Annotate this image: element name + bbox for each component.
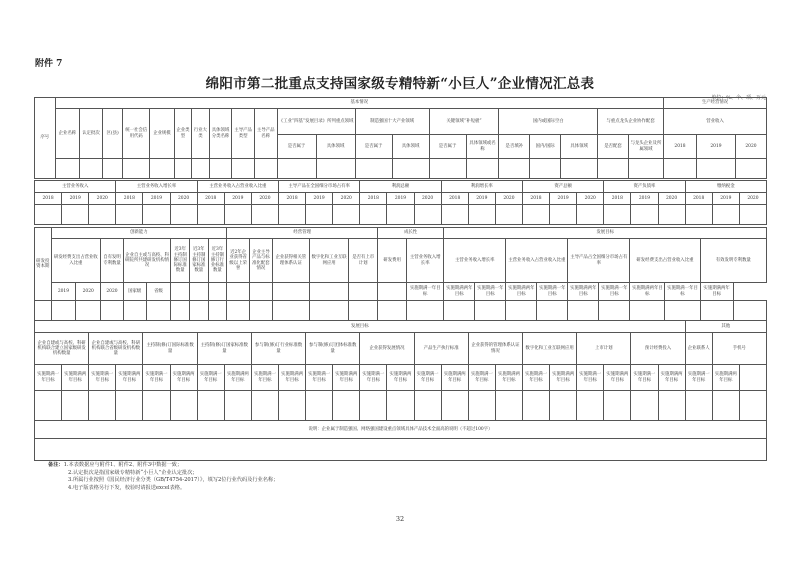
goal-sub: 实施期满一年目标 — [599, 283, 630, 301]
group-header: 主营业务收入增长率 — [116, 181, 197, 193]
goal-sub: 实施期满一年目标 — [685, 365, 712, 391]
management-header: 经营管理 — [227, 228, 378, 239]
blank-cell — [278, 391, 305, 421]
blank-cell — [696, 159, 735, 179]
goal-col-header: 手机号 — [712, 333, 766, 365]
blank-cell — [685, 391, 712, 421]
year-header: 2018 — [522, 193, 549, 205]
blank-cell — [378, 283, 407, 301]
group-header: 利润增长率 — [441, 181, 522, 193]
goal-col-header: 上市计划 — [577, 333, 631, 365]
year-header: 2020 — [577, 193, 604, 205]
blank-cell — [522, 205, 549, 225]
blank-cell — [51, 301, 76, 321]
year-header: 2020 — [735, 135, 766, 159]
goal-sub: 实施期满一年目标 — [143, 365, 170, 391]
page-title: 绵阳市第二批重点支持国家级专精特新“小巨人”企业情况汇总表 — [205, 76, 595, 92]
blank-cell — [35, 391, 62, 421]
blank-cell — [495, 391, 522, 421]
basic-info-table — [34, 97, 767, 179]
year-header: 2018 — [685, 193, 712, 205]
year-header: 2020 — [414, 193, 441, 205]
blank-cell — [712, 391, 739, 421]
col-ipo: 是否有上市计划 — [349, 239, 378, 283]
goal-sub: 实施期满两年目标 — [116, 365, 143, 391]
footnote-line: 3.所属行业按照《国民经济行业分类（GB/T4754-2017）》，填写2位行业代码及行业名称； — [68, 477, 279, 484]
sub-header: 是否属于 — [429, 135, 466, 159]
blank-cell — [102, 159, 123, 179]
col-natl-std: 近3年主持制修订国家标准数量 — [189, 239, 208, 283]
blank-cell — [360, 205, 387, 225]
year-header: 2018 — [278, 193, 305, 205]
blank-cell — [224, 391, 251, 421]
year-header: 2019 — [51, 283, 76, 301]
blank-cell — [414, 391, 441, 421]
blank-cell — [171, 283, 190, 301]
col-key-fields: 关键领域“补短板” — [429, 109, 499, 135]
goals-header: 发展目标 — [35, 321, 686, 333]
blank-cell — [441, 205, 468, 225]
blank-cell — [251, 205, 278, 225]
year-header: 2018 — [35, 193, 62, 205]
goal-sub: 实施期满两年目标 — [700, 283, 733, 301]
blank-cell — [349, 283, 378, 301]
goal-sub: 实施期满一年目标 — [475, 283, 506, 301]
year-header: 2018 — [604, 193, 631, 205]
blank-cell — [197, 205, 224, 225]
group-header: 主营业务收入占营业收入比重 — [197, 181, 278, 193]
blank-cell — [550, 391, 577, 421]
blank-cell — [89, 391, 116, 421]
blank-cell — [378, 301, 407, 321]
col-goal-rd: 研发经费支出占营业收入比重 — [630, 239, 700, 283]
sub-header: 是否属于 — [277, 135, 316, 159]
blank-cell — [116, 391, 143, 421]
year-header: 2018 — [664, 135, 697, 159]
goal-sub: 实施期满一年目标 — [35, 365, 62, 391]
footnote-line: 4.电子版表格另行下发，校验时请报送excel表格。 — [68, 484, 186, 491]
group-header: 资产总额 — [522, 181, 603, 193]
year-header: 2020 — [170, 193, 197, 205]
col-revenue: 营业收入 — [664, 109, 767, 135]
year-header: 2020 — [333, 193, 360, 205]
goal-col-header: 企业联系人 — [685, 333, 712, 365]
col-cooperation: 与重点龙头企业协作配套 — [598, 109, 664, 135]
blank-cell — [208, 301, 227, 321]
blank-cell — [249, 301, 272, 321]
page-number: 32 — [395, 515, 405, 523]
blank-cell — [537, 301, 568, 321]
goal-sub: 实施期满一年目标 — [407, 283, 444, 301]
other-header: 其他 — [685, 321, 766, 333]
goal-col-header: 参与制(修)订团体标准数量 — [306, 333, 360, 365]
sub-header: 国内/国际 — [530, 135, 561, 159]
growth-header: 成长性 — [378, 228, 444, 239]
blank-cell — [628, 159, 663, 179]
goal-col-header: 企业自建或与高校、科研机构联合建立国家级研发机构数量 — [35, 333, 89, 365]
goal-col-header: 预计经费投入 — [631, 333, 685, 365]
col-product-name: 主导产品名称 — [254, 109, 277, 159]
sub-header: 与龙头企业及所属领域 — [628, 135, 663, 159]
blank-cell — [735, 159, 766, 179]
blank-cell — [333, 205, 360, 225]
blank-cell — [441, 391, 468, 421]
year-header: 2020 — [76, 283, 101, 301]
blank-cell — [116, 205, 143, 225]
year-header: 2020 — [251, 193, 278, 205]
blank-cell — [604, 391, 631, 421]
blank-cell — [561, 159, 598, 179]
year-header: 2020 — [658, 193, 685, 205]
blank-cell — [143, 391, 170, 421]
basic-info-header: 基本情况 — [55, 98, 664, 109]
year-header: 2018 — [116, 193, 143, 205]
col-certification: 企业获得相关管理体系认证 — [272, 239, 309, 283]
blank-cell — [407, 301, 444, 321]
blank-cell — [150, 159, 175, 179]
col-field: 具体领域分类名称 — [209, 109, 232, 159]
goal-sub: 实施期满一年目标 — [414, 365, 441, 391]
col-batch: 认定批次 — [80, 109, 103, 159]
goal-sub: 实施期满两年目标 — [604, 365, 631, 391]
col-type: 企业类型 — [174, 109, 191, 159]
blank-cell — [466, 159, 499, 179]
blank-cell — [506, 301, 537, 321]
col-rd-ratio: 研发经费支出占营业收入比重 — [51, 239, 101, 283]
goal-sub: 实施期满一年目标 — [577, 365, 604, 391]
col-four-basics: 《工业“四基”发展目录》所列重点领域 — [277, 109, 355, 135]
blank-cell — [577, 391, 604, 421]
blank-cell — [604, 205, 631, 225]
col-growth-rate: 主营业务收入增长率 — [407, 239, 444, 283]
goal-sub: 实施期满两年目标 — [62, 365, 89, 391]
col-industry: 行业大类 — [192, 109, 209, 159]
col-blank: 国内或国际空白 — [499, 109, 598, 135]
blank-cell — [631, 205, 658, 225]
production-table — [34, 180, 767, 225]
note-row: 说明：企业属于制造强国、网络强国建设重点领域具体产品技术全面高的说明（不超过100字） — [35, 421, 767, 439]
sub-header: 是否属于 — [355, 135, 392, 159]
goal-sub: 实施期满两年目标 — [278, 365, 305, 391]
blank-cell — [192, 159, 209, 179]
year-header: 2020 — [739, 193, 766, 205]
col-patents: 自有发明专利数量 — [101, 239, 124, 283]
col-scale: 企业规模 — [150, 109, 175, 159]
col-company-name: 企业名称 — [55, 109, 80, 159]
blank-cell — [232, 159, 255, 179]
goal-sub: 实施期满两年目标 — [550, 365, 577, 391]
col-goal-share: 主导产品占全国细分市场占有率 — [568, 239, 630, 283]
goal-sub: 实施期满两年目标 — [333, 365, 360, 391]
blank-cell — [55, 159, 80, 179]
blank-cell — [306, 391, 333, 421]
blank-cell — [733, 301, 766, 321]
col-product-type: 主导产品类型 — [232, 109, 255, 159]
blank-cell — [174, 159, 191, 179]
goal-sub: 实施期满两年目标 — [658, 365, 685, 391]
goal-sub: 实施期满一年目标 — [631, 365, 658, 391]
blank-cell — [309, 301, 348, 321]
blank-cell — [468, 205, 495, 225]
blank-cell — [630, 301, 665, 321]
goal-col-header: 企业获得的管理体系认证情况 — [468, 333, 522, 365]
goal-col-header: 主持制(修)订国家标准数量 — [197, 333, 251, 365]
unit-note: 单位：%、个、项、万元 — [711, 95, 766, 101]
goal-col-header: 参与制(修)订行业标准数量 — [251, 333, 305, 365]
blank-cell — [316, 159, 355, 179]
goal-sub: 实施期满一年目标 — [306, 365, 333, 391]
goals-header: 发展目标 — [444, 228, 767, 239]
year-header: 2019 — [143, 193, 170, 205]
blank-cell — [475, 301, 506, 321]
goal-sub: 实施期满两年目标 — [630, 283, 665, 301]
blank-cell — [550, 205, 577, 225]
year-header: 2019 — [468, 193, 495, 205]
blank-cell — [598, 159, 629, 179]
blank-cell — [700, 301, 733, 321]
sub-header: 具体领域 — [316, 135, 355, 159]
blank-cell — [360, 391, 387, 421]
col-rd-institution: 企业自主或与高校、科研院所共建研发机构情况 — [123, 239, 171, 283]
goal-sub: 实施期满一年目标 — [537, 283, 568, 301]
seq-header: 序号 — [35, 98, 56, 179]
blank-cell — [251, 391, 278, 421]
footnote-line: 1.本表数据应与附件1、附件2、附件3中数据一致； — [63, 462, 183, 468]
blank-cell — [530, 159, 561, 179]
blank-cell — [355, 159, 392, 179]
goal-col-header: 产品生产执行标准 — [414, 333, 468, 365]
level-header: 国家级 — [123, 283, 146, 301]
blank-cell — [62, 391, 89, 421]
blank-cell — [209, 159, 232, 179]
blank-cell — [123, 159, 150, 179]
blank-cell — [468, 391, 495, 421]
blank-cell — [658, 391, 685, 421]
col-goal-patents: 有效发明专利数量 — [700, 239, 766, 283]
sub-header: 具体领域 — [561, 135, 598, 159]
blank-cell — [146, 301, 171, 321]
blank-cell — [429, 159, 466, 179]
blank-cell — [349, 301, 378, 321]
blank-cell — [35, 301, 52, 321]
goal-sub: 实施期满一年目标 — [251, 365, 278, 391]
goal-sub: 实施期满两年目标 — [568, 283, 599, 301]
blank-cell — [599, 301, 630, 321]
sub-header: 是否填补 — [499, 135, 530, 159]
blank-cell — [333, 391, 360, 421]
col-honors: 近2年企业获得省级以上荣誉 — [227, 239, 250, 283]
blank-cell — [143, 205, 170, 225]
year-header: 2020 — [495, 193, 522, 205]
group-header: 缴纳税金 — [685, 181, 766, 193]
year-header: 2020 — [89, 193, 116, 205]
col-goal-ratio: 主营业务收入占营业收入比重 — [506, 239, 568, 283]
group-header: 资产负债率 — [604, 181, 685, 193]
goal-sub: 实施期满一年目标 — [360, 365, 387, 391]
blank-cell — [254, 159, 277, 179]
footnotes — [48, 462, 278, 492]
sub-header: 是否配套 — [598, 135, 629, 159]
year-header: 2020 — [101, 283, 124, 301]
goal-sub: 实施期满两年目标 — [506, 283, 537, 301]
rd-label: 研发投资本期 — [35, 228, 52, 301]
blank-cell — [306, 205, 333, 225]
blank-cell — [272, 283, 309, 301]
blank-cell — [277, 159, 316, 179]
goal-col-header: 主持制(修)订国际标准数量 — [143, 333, 197, 365]
goal-col-header: 数字化和工业互联网应用 — [522, 333, 576, 365]
blank-cell — [76, 301, 101, 321]
col-district: 区(县) — [102, 109, 123, 159]
blank-cell — [577, 205, 604, 225]
footnote-lead: 备注： — [48, 462, 64, 468]
blank-cell — [80, 159, 103, 179]
col-ind-std: 近3年主持制修订行业标准数量 — [208, 239, 227, 283]
goal-sub: 实施期满两年目标 — [170, 365, 197, 391]
col-digital: 数字化和工业互联网应用 — [309, 239, 348, 283]
blank-cell — [631, 391, 658, 421]
col-goal-growth: 主营业务收入增长率 — [444, 239, 506, 283]
blank-cell — [89, 205, 116, 225]
goal-sub: 实施期满两年目标 — [495, 365, 522, 391]
goal-sub: 实施期满一年目标 — [197, 365, 224, 391]
blank-cell — [197, 391, 224, 421]
blank-cell — [739, 205, 766, 225]
blank-cell — [499, 159, 530, 179]
blank-cell — [387, 391, 414, 421]
blank-cell — [522, 391, 549, 421]
group-header: 利润总额 — [360, 181, 441, 193]
col-ten-industries: 制造强国十大产业领域 — [355, 109, 429, 135]
blank-cell — [189, 283, 208, 301]
blank-cell — [665, 301, 700, 321]
blank-cell — [62, 205, 89, 225]
goal-sub: 实施期满两年目标 — [441, 365, 468, 391]
group-header: 主导产品在全国细分市场占有率 — [278, 181, 359, 193]
goal-sub: 实施期满一年目标 — [468, 365, 495, 391]
blank-cell — [189, 301, 208, 321]
year-header: 2019 — [631, 193, 658, 205]
footnote-line: 2.认定批次是指国家级专精特新“小巨人”企业认定批次； — [68, 469, 198, 476]
goal-sub: 实施期满两年目标 — [444, 283, 475, 301]
blank-cell — [171, 301, 190, 321]
goal-col-header: 企业自建或与高校、科研机构联合省级研发机构数量 — [89, 333, 143, 365]
sub-header: 具体领域或名称 — [466, 135, 499, 159]
blank-cell — [278, 205, 305, 225]
year-header: 2019 — [62, 193, 89, 205]
goal-sub: 实施期满两年目标 — [712, 365, 739, 391]
goal-sub: 实施期满两年目标 — [224, 365, 251, 391]
blank-cell — [227, 283, 250, 301]
year-header: 2019 — [387, 193, 414, 205]
year-header: 2018 — [197, 193, 224, 205]
blank-cell — [495, 205, 522, 225]
year-header: 2018 — [360, 193, 387, 205]
goal-sub: 实施期满两年目标 — [387, 365, 414, 391]
goal-sub: 实施期满一年目标 — [522, 365, 549, 391]
blank-cell — [123, 301, 146, 321]
blank-cell — [170, 205, 197, 225]
goal-sub — [739, 365, 766, 391]
sub-header: 具体领域 — [392, 135, 429, 159]
level-header: 省级 — [146, 283, 171, 301]
col-rd-expense: 研发费用 — [378, 239, 407, 283]
blank-cell — [444, 301, 475, 321]
blank-cell — [224, 205, 251, 225]
blank-cell — [387, 205, 414, 225]
col-intl-std: 近3年主持制修订国际标准数量 — [171, 239, 190, 283]
year-header: 2019 — [712, 193, 739, 205]
blank-cell — [414, 205, 441, 225]
year-header: 2019 — [224, 193, 251, 205]
innovation-table — [34, 227, 767, 321]
col-credit-code: 统一社会信用代码 — [123, 109, 150, 159]
col-std-match: 企业主导产品与标准化配套情况 — [249, 239, 272, 283]
blank-cell — [392, 159, 429, 179]
goal-col-header: 企业获得发展情况 — [360, 333, 414, 365]
year-header: 2019 — [306, 193, 333, 205]
goal-sub: 实施期满一年目标 — [665, 283, 700, 301]
blank-cell — [685, 205, 712, 225]
blank-cell — [712, 205, 739, 225]
year-header: 2018 — [441, 193, 468, 205]
blank-cell — [208, 283, 227, 301]
blank-cell — [272, 301, 309, 321]
blank-cell — [249, 283, 272, 301]
group-header: 主营业务收入 — [35, 181, 116, 193]
blank-cell — [658, 205, 685, 225]
blank-cell — [170, 391, 197, 421]
blank-cell — [227, 301, 250, 321]
production-header: 生产经营情况 — [664, 98, 767, 109]
year-header: 2019 — [550, 193, 577, 205]
goals-table — [34, 320, 767, 461]
blank-cell — [35, 205, 62, 225]
year-header: 2019 — [696, 135, 735, 159]
goal-sub: 实施期满一年目标 — [89, 365, 116, 391]
blank-cell — [101, 301, 124, 321]
blank-cell — [739, 391, 766, 421]
blank-cell — [35, 439, 767, 461]
innovation-header: 创新能力 — [51, 228, 227, 239]
blank-cell — [664, 159, 697, 179]
blank-cell — [568, 301, 599, 321]
annex-label: 附件 7 — [35, 59, 63, 69]
blank-cell — [309, 283, 348, 301]
